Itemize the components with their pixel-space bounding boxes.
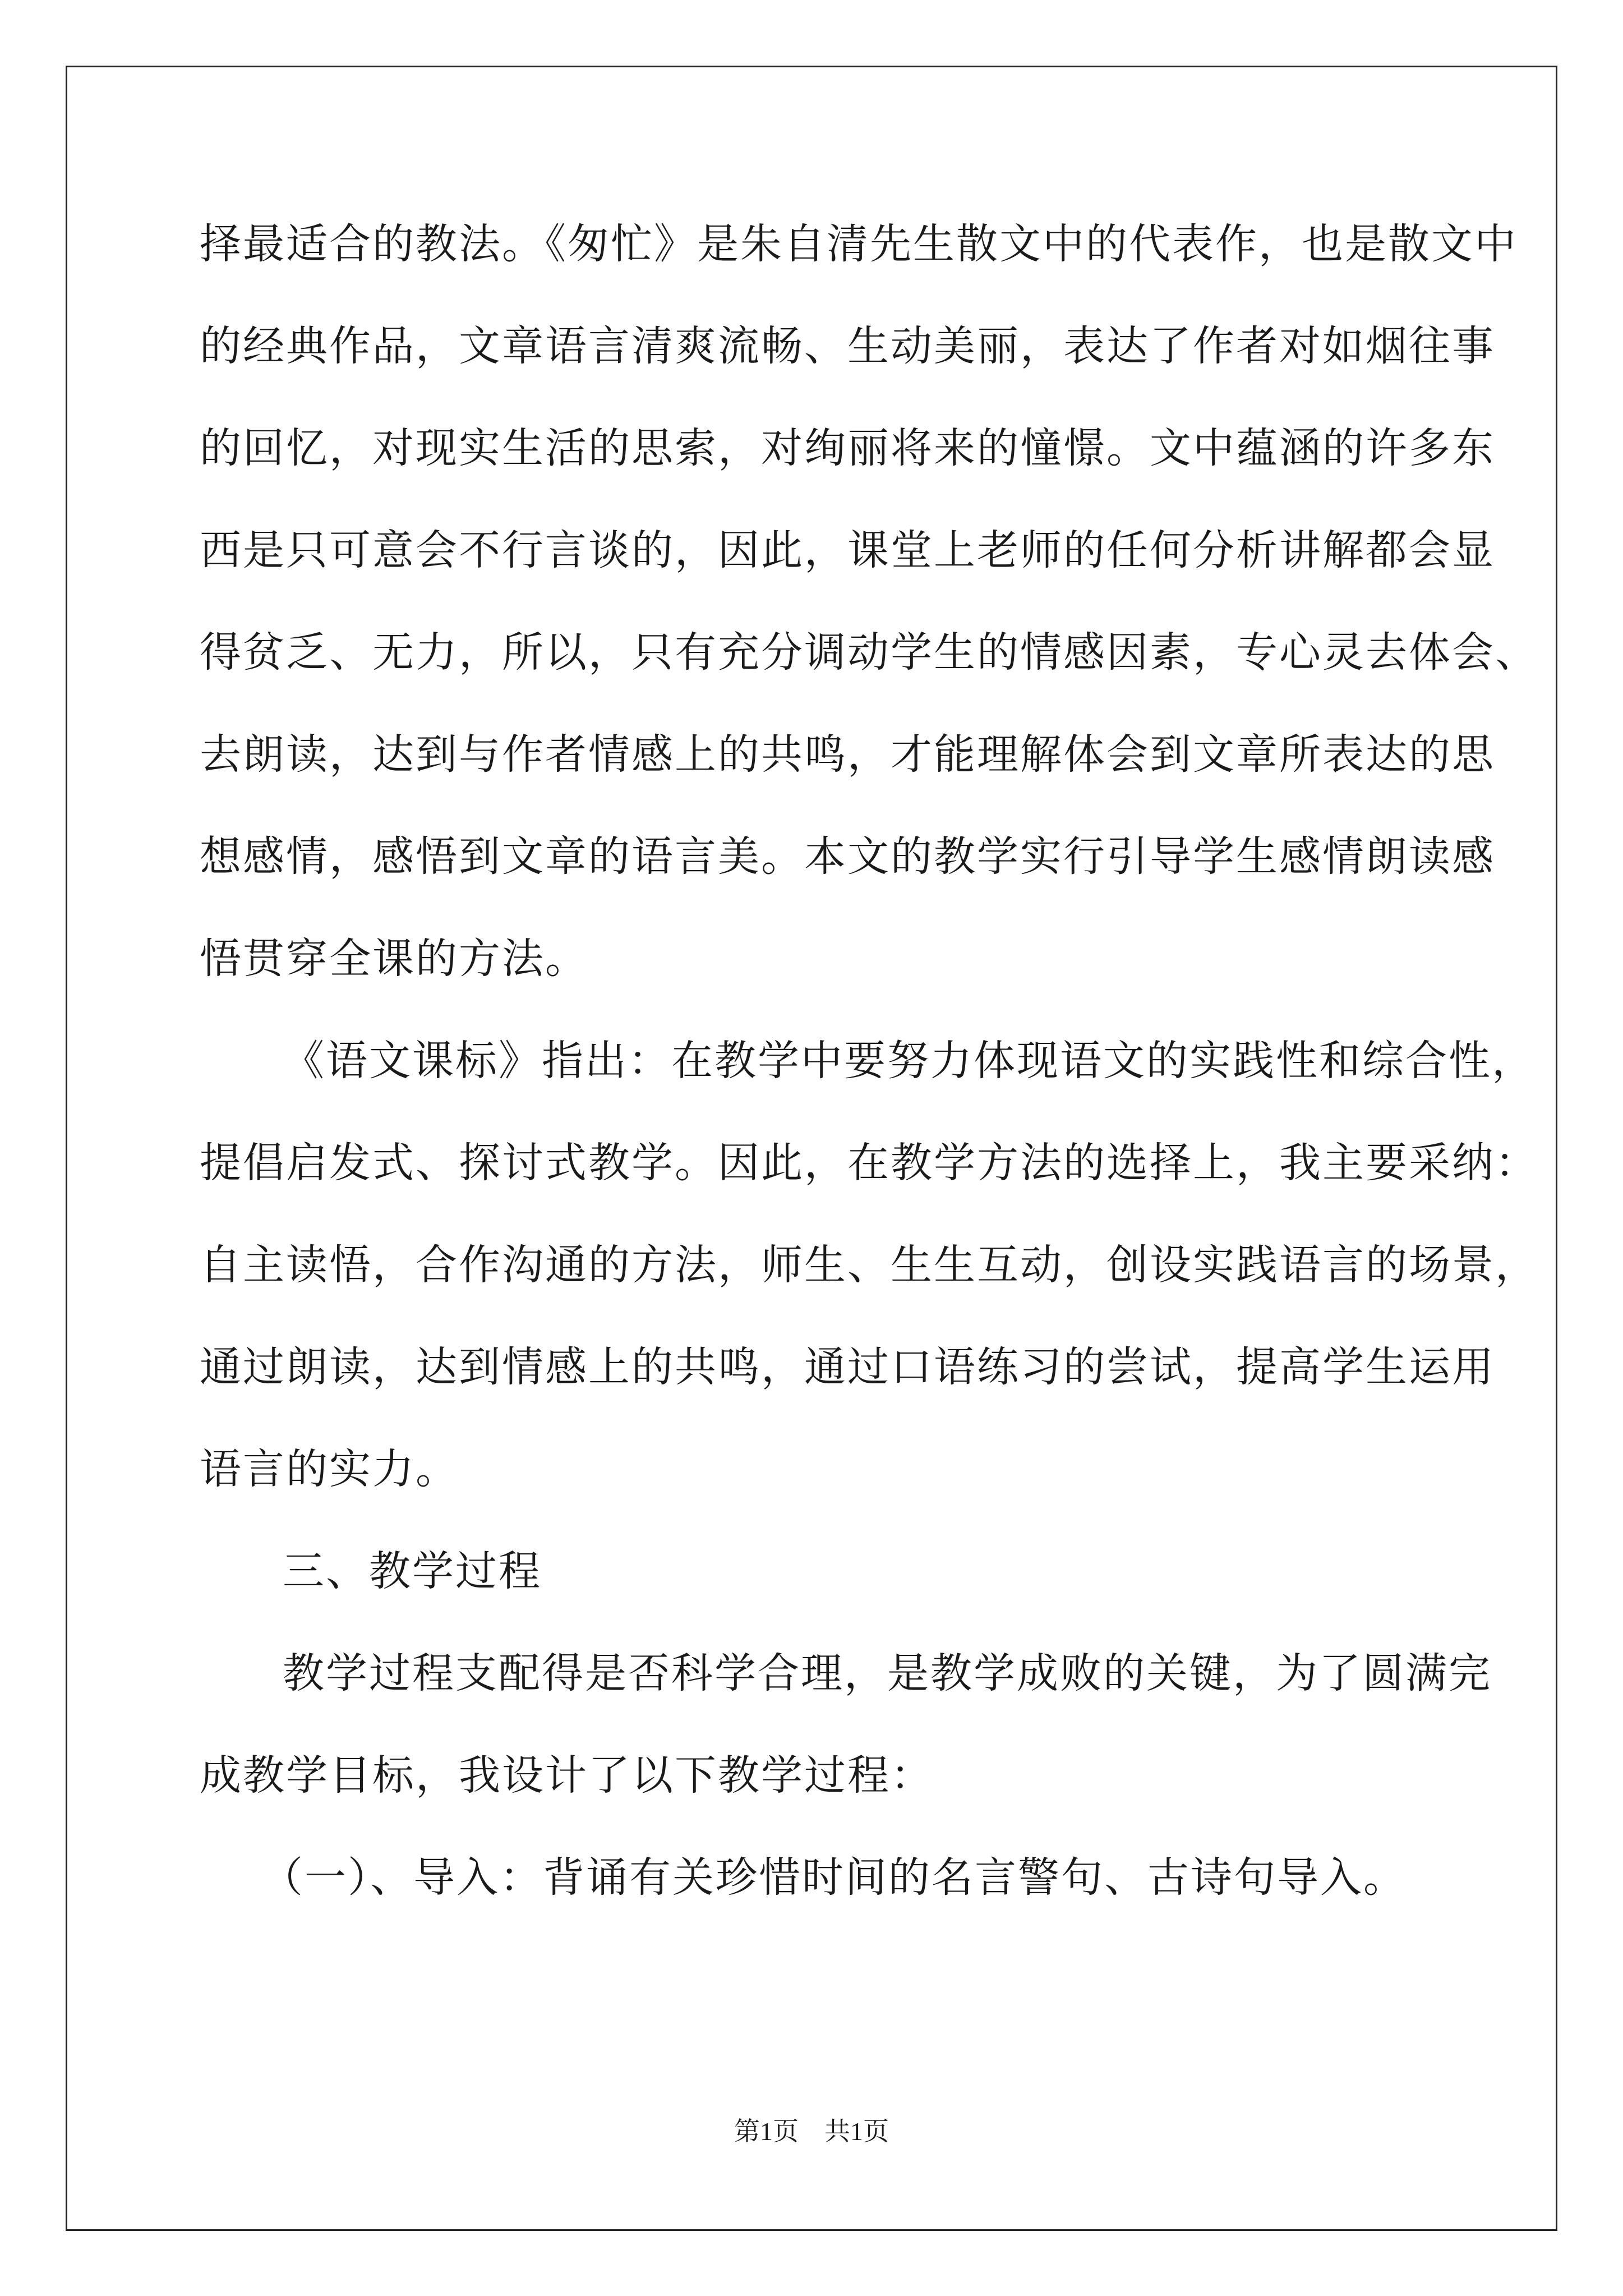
section-heading: 三、教学过程 <box>283 1547 542 1595</box>
text-line: 得贫乏、无力，所以，只有充分调动学生的情感因素，专心灵去体会、 <box>200 628 1538 677</box>
text-line: 西是只可意会不行言谈的，因此，课堂上老师的任何分析讲解都会显 <box>200 526 1495 574</box>
text-line: 悟贯穿全课的方法。 <box>200 935 588 983</box>
text-line: 通过朗读，达到情感上的共鸣，通过口语练习的尝试，提高学生运用 <box>200 1343 1495 1391</box>
text-line: 去朗读，达到与作者情感上的共鸣，才能理解体会到文章所表达的思 <box>200 730 1495 779</box>
text-line: 自主读悟，合作沟通的方法，师生、生生互动，创设实践语言的场景， <box>200 1241 1538 1289</box>
text-line: 的经典作品，文章语言清爽流畅、生动美丽，表达了作者对如烟往事 <box>200 322 1495 370</box>
text-line: 想感情，感悟到文章的语言美。本文的教学实行引导学生感情朗读感 <box>200 832 1495 881</box>
text-line: 的回忆，对现实生活的思索，对绚丽将来的憧憬。文中蕴涵的许多东 <box>200 424 1495 472</box>
paragraph-first-line: 《语文课标》指出：在教学中要努力体现语文的实践性和综合性， <box>283 1037 1535 1085</box>
page-footer: 第1页 共1页 <box>734 2117 889 2146</box>
paragraph-first-line: 教学过程支配得是否科学合理，是教学成败的关键，为了圆满完 <box>283 1649 1492 1697</box>
text-line: 提倡启发式、探讨式教学。因此，在教学方法的选择上，我主要采纳： <box>200 1139 1538 1187</box>
text-line: 择最适合的教法。《匆忙》是朱自清先生散文中的代表作，也是散文中 <box>200 220 1518 268</box>
text-line: 语言的实力。 <box>200 1445 459 1493</box>
subsection-heading: （一）、导入：背诵有关珍惜时间的名言警句、古诗句导入。 <box>261 1853 1407 1902</box>
text-line: 成教学目标，我设计了以下教学过程： <box>200 1751 934 1800</box>
